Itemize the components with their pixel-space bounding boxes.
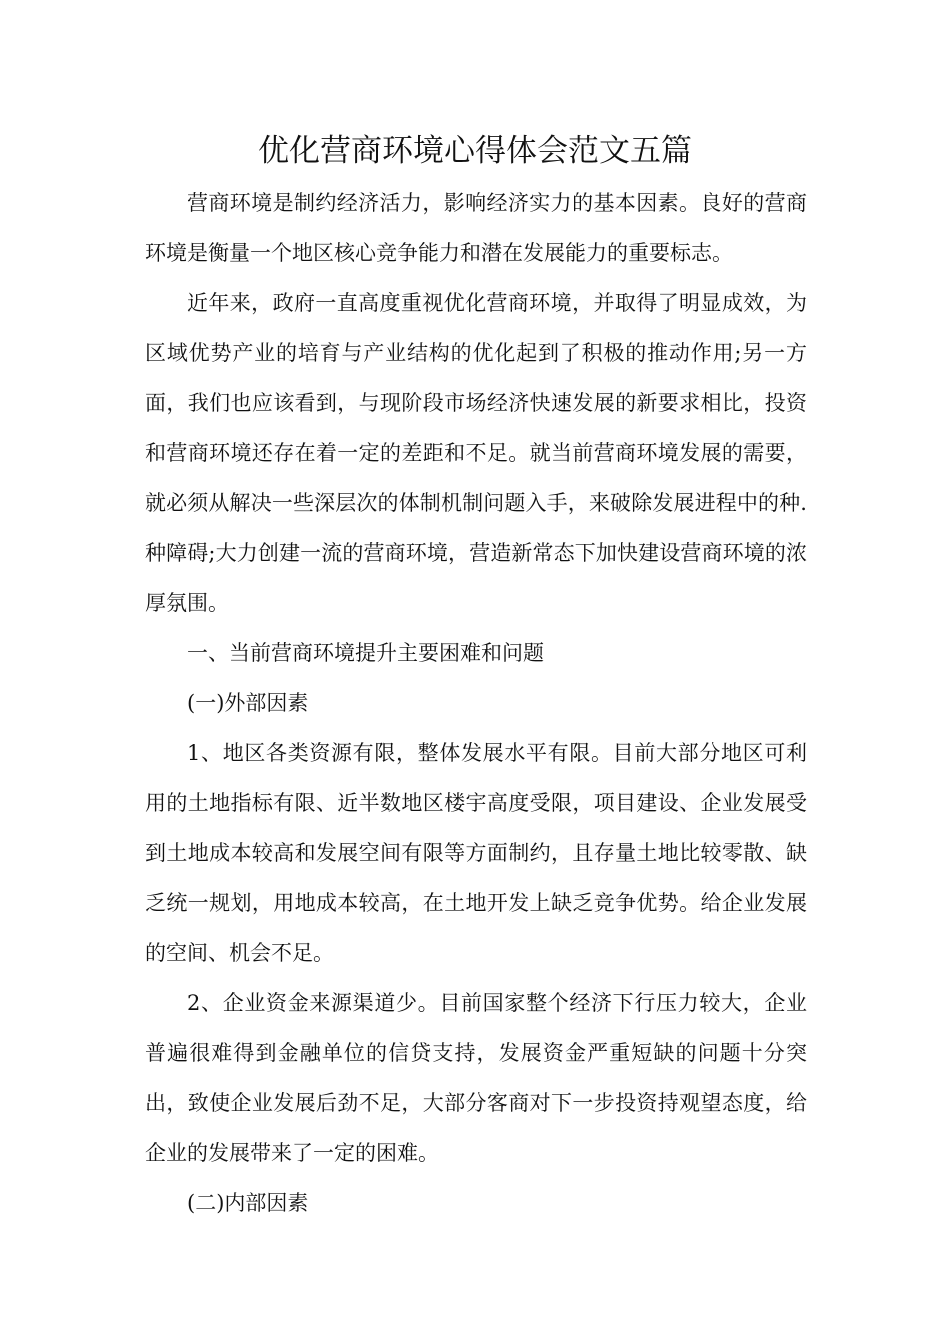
document-title: 优化营商环境心得体会范文五篇 bbox=[258, 133, 692, 169]
subsection-heading-internal: (二)内部因素 bbox=[187, 1191, 309, 1215]
document-body bbox=[145, 178, 807, 1228]
paragraph-item-1: 1、地区各类资源有限，整体发展水平有限。目前大部分地区可利用的土地指标有限、近半数地区楼宇高度受限，项目建设、企业发展受到土地成本较高和发展空间有限等方面制约，且存量土地比较零散、缺乏统一规划，用地成本较高，在土地开发上缺乏竞争优势。给企业发展的空间、机会不足。 bbox=[145, 741, 807, 965]
paragraph-intro: 营商环境是制约经济活力，影响经济实力的基本因素。良好的营商环境是衡量一个地区核心竞争能力和潜在发展能力的重要标志。 bbox=[145, 191, 807, 265]
section-heading-problems: 一、当前营商环境提升主要困难和问题 bbox=[187, 641, 544, 665]
paragraph-recent-years: 近年来，政府一直高度重视优化营商环境，并取得了明显成效，为区域优势产业的培育与产业结构的优化起到了积极的推动作用;另一方面，我们也应该看到，与现阶段市场经济快速发展的新要求相比，投资和营商环境还存在着一定的差距和不足。就当前营商环境发展的需要，就必须从解决一些深层次的体制机制问题入手，来破除发展进程中的种.种障碍;大力创建一流的营商环境，营造新常态下加快建设营商环境的浓厚氛围。 bbox=[145, 291, 807, 615]
subsection-heading-external: (一)外部因素 bbox=[187, 691, 309, 715]
paragraph-item-2: 2、企业资金来源渠道少。目前国家整个经济下行压力较大，企业普遍很难得到金融单位的信贷支持，发展资金严重短缺的问题十分突出，致使企业发展后劲不足，大部分客商对下一步投资持观望态度，给企业的发展带来了一定的困难。 bbox=[145, 991, 807, 1165]
